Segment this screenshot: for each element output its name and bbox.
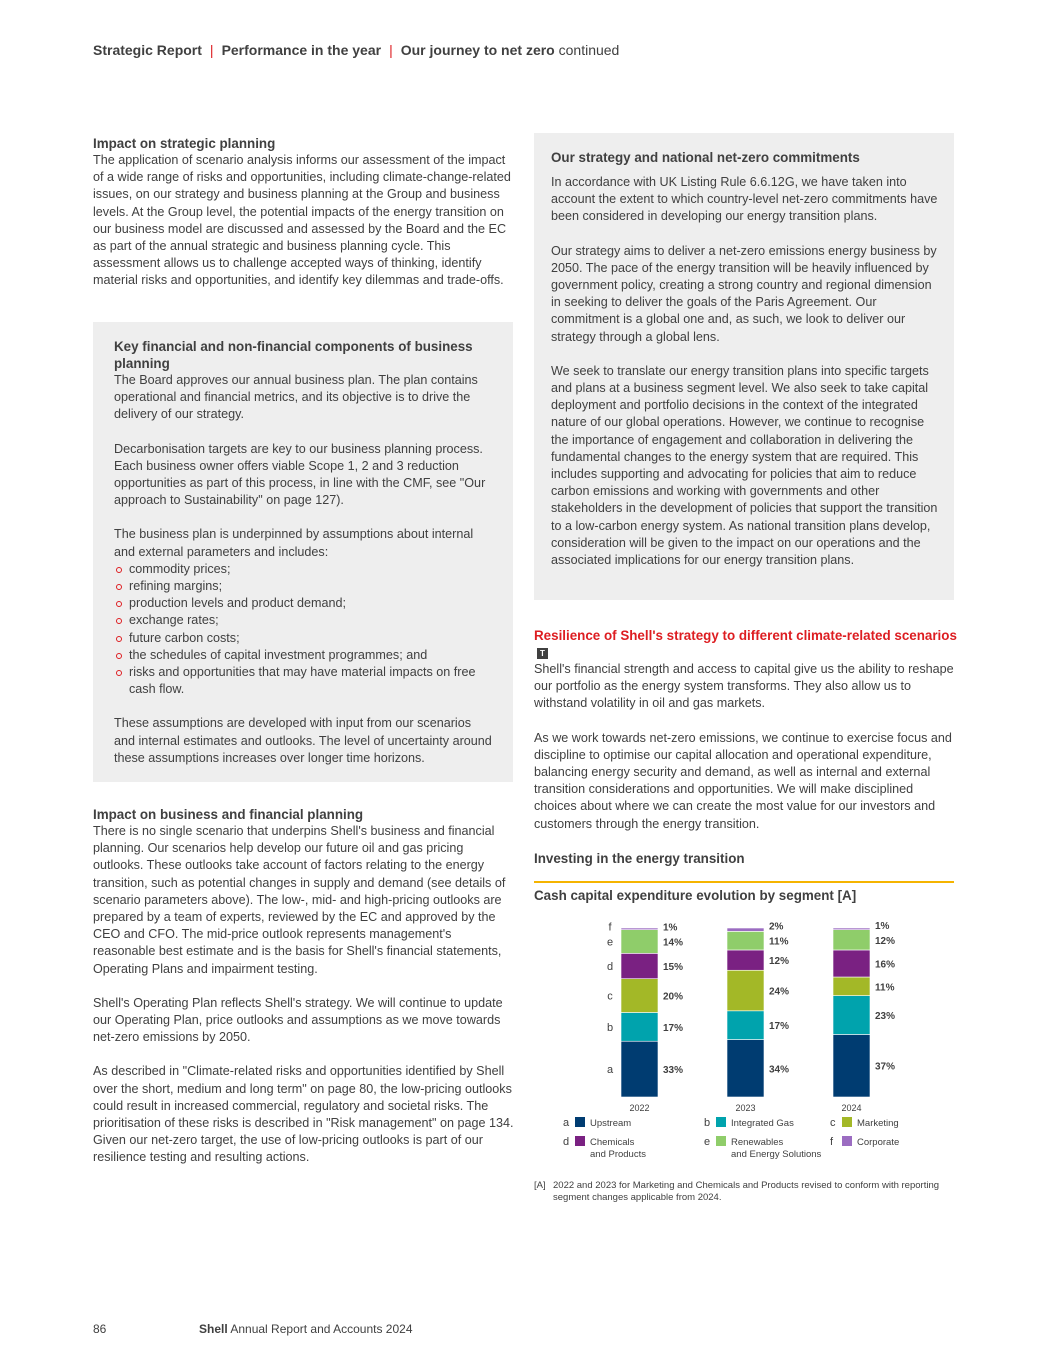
- data-label: 20%: [663, 991, 684, 1003]
- resilience-heading-text: Resilience of Shell's strategy to different climate-related scenarios: [534, 628, 957, 643]
- legend-swatch: [842, 1136, 852, 1146]
- legend-swatch: [842, 1117, 852, 1127]
- header-page-title: Our journey to net zero: [400, 42, 555, 58]
- key-components-p4: These assumptions are developed with input from our scenarios and internal estimates and outlooks. The level of uncertainty around these assumptions increases over longer time horizons.: [114, 716, 492, 765]
- x-tick-label: 2024: [841, 1103, 862, 1113]
- list-item: refining margins;: [114, 578, 494, 595]
- legend-key: e: [704, 1136, 711, 1148]
- segment-key-label: b: [606, 1021, 614, 1034]
- segment-key-label: f: [608, 921, 612, 934]
- data-label: 14%: [663, 937, 684, 949]
- legend-key: c: [830, 1117, 836, 1129]
- bar-segment: [727, 1040, 764, 1097]
- bar-segment: [727, 950, 764, 970]
- capex-stacked-bar-chart: [534, 910, 954, 1175]
- impact-strategic-body: The application of scenario analysis informs our assessment of the impact of a wide range of risks and opportunities, including climate-change-related issues, on our strategy and business planning at the Group and business levels. At the Group level, the potential impacts of the energy transition on our business model are discussed and assessed by the Board and the EC as part of the annual strategic and business planning cycle. This assessment allows us to challenge accepted ways of thinking, identify material risks and opportunities, and identify key dilemmas and trade-offs.: [93, 153, 511, 288]
- resilience-heading: [534, 627, 958, 661]
- header-separator: |: [209, 42, 214, 58]
- page-header: [93, 42, 619, 58]
- data-label: 1%: [875, 920, 890, 932]
- data-label: 11%: [875, 982, 895, 994]
- bar-segment: [833, 930, 870, 950]
- x-tick-label: 2022: [629, 1103, 650, 1113]
- data-label: 34%: [769, 1064, 790, 1076]
- legend-key: b: [704, 1117, 711, 1129]
- data-label: 33%: [663, 1065, 684, 1077]
- legend-key: f: [830, 1136, 834, 1148]
- national-commitments-box: [534, 133, 954, 600]
- segment-key-label: a: [606, 1064, 614, 1077]
- report-name: Annual Report and Accounts 2024: [230, 1322, 413, 1336]
- impact-business-p3: As described in "Climate-related risks and opportunities identified by Shell over the short, medium and long term" on page 80, the low-pricing outlooks could result in increased commercial, regulatory and societal risks. The prioritisation of these risks is described in "Risk management" on page 134. Given our net-zero target, the use of low-pricing outlooks is part of our resilience testing and resulting actions.: [93, 1064, 514, 1165]
- key-components-p2: Decarbonisation targets are key to our business planning process. Each business owner offers viable Scope 1, 2 and 3 reduction opportunities as part of this process, in line with the CMF, see "Our approach to Sustainability" on page 127).: [114, 441, 486, 508]
- data-label: 23%: [875, 1011, 896, 1023]
- legend-label: Chemicals: [590, 1137, 635, 1148]
- legend-swatch: [716, 1117, 726, 1127]
- data-label: 17%: [663, 1022, 684, 1034]
- header-continued: continued: [558, 42, 620, 58]
- list-item: production levels and product demand;: [114, 595, 494, 612]
- chart-title-rule: [534, 881, 954, 883]
- legend-label: Marketing: [857, 1118, 899, 1129]
- bar-segment: [833, 996, 870, 1035]
- bar-segment: [727, 1011, 764, 1040]
- data-label: 12%: [875, 935, 896, 947]
- key-components-box: [93, 322, 513, 782]
- data-label: 15%: [663, 962, 684, 974]
- impact-business-section: [93, 806, 517, 1184]
- list-item: risks and opportunities that may have material impacts on free cash flow.: [114, 664, 494, 698]
- list-item: the schedules of capital investment programmes; and: [114, 647, 494, 664]
- investing-heading: Investing in the energy transition: [534, 851, 745, 866]
- impact-strategic-heading: Impact on strategic planning: [93, 136, 276, 151]
- legend-swatch: [575, 1117, 585, 1127]
- legend-key: d: [563, 1136, 570, 1148]
- t-badge-icon: T: [537, 648, 548, 659]
- assumptions-list: [114, 561, 494, 699]
- data-label: 24%: [769, 986, 790, 998]
- legend-label: Upstream: [590, 1118, 632, 1129]
- list-item: commodity prices;: [114, 561, 494, 578]
- impact-business-p1: There is no single scenario that underpins Shell's business and financial planning. Our scenarios help develop our future oil and gas pricing outlooks. These outlooks take account of factors relating to the energy transition, such as potential changes in supply and demand (see details of scenario parameters above). The low-, mid- and high-pricing outlooks are prepared by a team of experts, reviewed by the EC and approved by the CEO and CFO. The mid-price outlook represents management's reasonable best estimate and is the basis for Shell's financial statements, Operating Plans and impairment testing.: [93, 824, 506, 976]
- impact-business-p2: Shell's Operating Plan reflects Shell's strategy. We will continue to update our Operating Plan, price outlooks and assumptions as we move towards net-zero emissions by 2050.: [93, 995, 503, 1045]
- key-components-p1: The Board approves our annual business plan. The plan contains operational and financial metrics, and its objective is to drive the delivery of our strategy.: [114, 373, 478, 422]
- national-commitments-p3: We seek to translate our energy transition plans into specific targets and plans at a business segment level. We also seek to take capital deployment and portfolio decisions in the context of the integrated nature of our global operations. However, we continue to recognise the importance of engagement and collaboration in delivering the fundamental changes to the energy system that are required. This includes supporting and advocating for policies that aim to reduce carbon emissions and working with governments and other stakeholders in the development of policies that support the transition to a low-carbon energy system. As national transition plans develop, consideration will be given to the impact on our operations and the associated implications for our energy transition plans.: [551, 363, 938, 568]
- page-number: 86: [93, 1322, 107, 1336]
- bar-segment: [621, 1013, 658, 1042]
- footnote-text: 2022 and 2023 for Marketing and Chemicals and Products revised to conform with reporting segment changes applicable from 2024.: [553, 1180, 940, 1203]
- bar-segment: [621, 928, 658, 930]
- segment-key-label: c: [607, 990, 613, 1003]
- resilience-p1: Shell's financial strength and access to capital give us the ability to reshape our portfolio as the energy system transforms. They also allow us to withstand volatility in oil and gas markets.: [534, 662, 954, 711]
- bar-segment: [833, 950, 870, 977]
- data-label: 37%: [875, 1061, 896, 1073]
- legend-swatch: [716, 1136, 726, 1146]
- impact-business-heading: Impact on business and financial planning: [93, 807, 364, 822]
- key-components-heading: Key financial and non-financial components of business planning: [114, 339, 473, 371]
- data-label: 16%: [875, 959, 896, 971]
- resilience-section: [534, 627, 958, 850]
- impact-strategic-section: [93, 135, 517, 290]
- data-label: 11%: [769, 936, 789, 948]
- national-commitments-p2: Our strategy aims to deliver a net-zero emissions energy business by 2050. The pace of the energy transition will be heavily influenced by government policy, creating a strong country and regional dimension in seeking to deliver the goals of the Paris Agreement. Our commitment is a global one and, as such, we look to deliver our strategy through a global lens.: [551, 243, 937, 344]
- header-separator: |: [389, 42, 393, 58]
- page-footer: [93, 1322, 413, 1336]
- national-commitments-p1: In accordance with UK Listing Rule 6.6.12G, we have taken into account the extent to which country-level net-zero commitments have been considered in developing our energy transition plans.: [551, 175, 938, 224]
- bar-segment: [727, 931, 764, 950]
- data-label: 12%: [769, 956, 790, 968]
- data-label: 1%: [663, 922, 678, 934]
- legend-label: Corporate: [857, 1137, 900, 1148]
- list-item: future carbon costs;: [114, 630, 494, 647]
- resilience-p2: As we work towards net-zero emissions, we continue to exercise focus and discipline to optimise our capital allocation and operational expenditure, balancing energy security and demand, as well as internal and external transition considerations and opportunities. We will make disciplined choices about where we can create the most value for our investors and customers through the energy transition.: [534, 730, 952, 831]
- chart-title: Cash capital expenditure evolution by segment [A]: [534, 888, 857, 903]
- footer-brand: [199, 1322, 413, 1336]
- legend-key: a: [563, 1117, 570, 1129]
- header-subsection: Performance in the year: [221, 42, 382, 58]
- list-item: exchange rates;: [114, 612, 494, 629]
- legend-label: and Energy Solutions: [731, 1149, 822, 1160]
- national-commitments-heading: Our strategy and national net-zero commitments: [551, 150, 860, 165]
- x-tick-label: 2023: [735, 1103, 756, 1113]
- segment-key-label: d: [606, 961, 614, 974]
- data-label: 2%: [769, 921, 784, 933]
- bar-segment: [621, 930, 658, 954]
- legend-label: Renewables: [731, 1137, 784, 1148]
- data-label: 17%: [769, 1021, 790, 1033]
- bar-segment: [621, 979, 658, 1013]
- brand-name: Shell: [199, 1322, 228, 1336]
- bar-segment: [621, 953, 658, 978]
- chart-footnote: [534, 1180, 954, 1204]
- footnote-mark: [A]: [534, 1180, 546, 1191]
- bar-segment: [833, 977, 870, 996]
- bar-segment: [621, 1041, 658, 1097]
- segment-key-label: e: [606, 936, 614, 949]
- legend-label: and Products: [590, 1149, 646, 1160]
- legend-label: Integrated Gas: [731, 1118, 794, 1129]
- legend-swatch: [575, 1136, 585, 1146]
- key-components-p3: The business plan is underpinned by assumptions about internal and external parameters and includes:: [114, 527, 474, 559]
- bar-segment: [833, 1034, 870, 1097]
- bar-segment: [727, 970, 764, 1011]
- bar-segment: [727, 928, 764, 931]
- header-section: Strategic Report: [93, 42, 202, 58]
- bar-segment: [833, 928, 870, 930]
